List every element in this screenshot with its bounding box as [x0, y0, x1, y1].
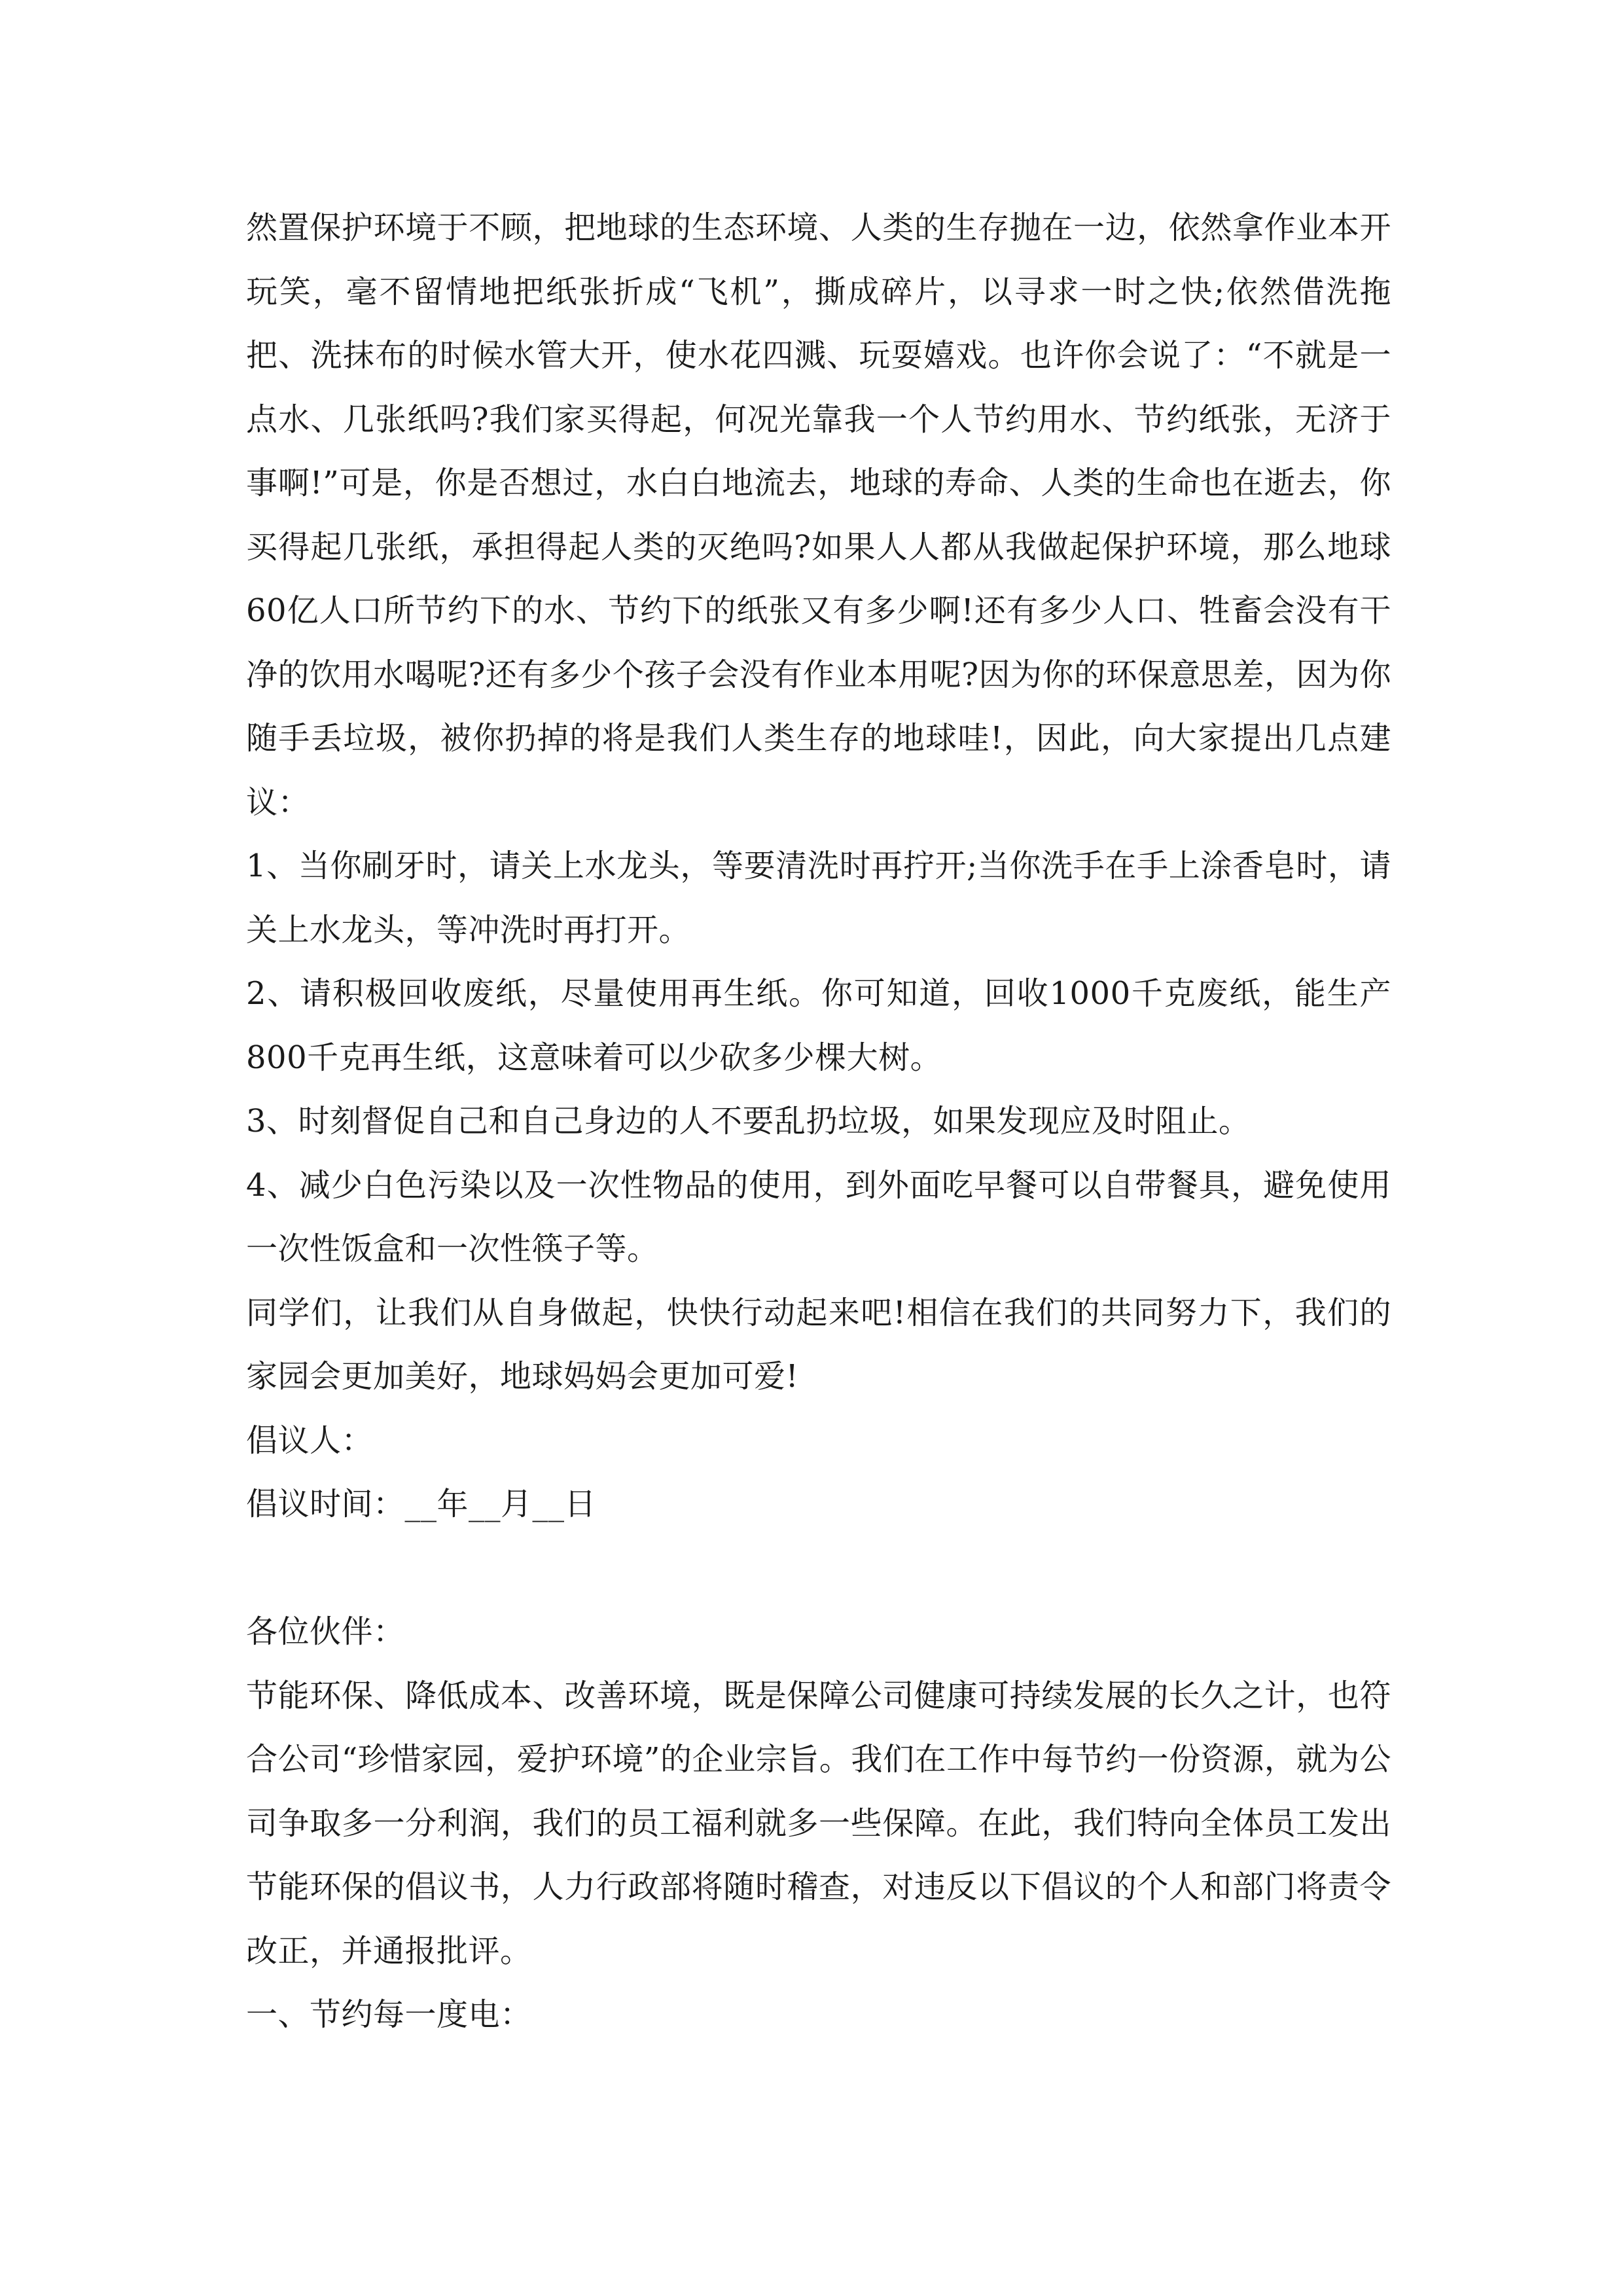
proposer-line: 倡议人： [246, 1422, 374, 1459]
section-spacer [246, 1537, 1391, 1601]
salutation: 各位伙伴： [246, 1613, 405, 1650]
company-paragraph: 节能环保、降低成本、改善环境，既是保障公司健康可持续发展的长久之计，也符合公司“珍惜家园，爱护环境”的企业宗旨。我们在工作中每节约一份资源，就为公司争取多一分利润，我们的员工福利就多一些保障。在此，我们特向全体员工发出节能环保的倡议书，人力行政部将随时稽查，对违反以下倡议的个人和部门将责令改正，并通报批评。 [246, 1677, 1391, 1969]
intro-paragraph: 然置保护环境于不顾，把地球的生态环境、人类的生存抛在一边，依然拿作业本开玩笑，毫不留情地把纸张折成“飞机”，撕成碎片，以寻求一时之快;依然借洗拖把、洗抹布的时候水管大开，使水花四溅、玩耍嬉戏。也许你会说了：“不就是一点水、几张纸吗?我们家买得起，何况光靠我一个人节约用水、节约纸张，无济于事啊!”可是，你是否想过，水白白地流去，地球的寿命、人类的生命也在逝去，你买得起几张纸，承担得起人类的灭绝吗?如果人人都从我做起保护环境，那么地球60亿人口所节约下的水、节约下的纸张又有多少啊!还有多少人口、牲畜会没有干净的饮用水喝呢?还有多少个孩子会没有作业本用呢?因为你的环保意思差，因为你随手丢垃圾，被你扔掉的将是我们人类生存的地球哇!，因此，向大家提出几点建议： [246, 209, 1391, 821]
suggestion-item-3: 3、时刻督促自己和自己身边的人不要乱扔垃圾，如果发现应及时阻止。 [246, 1103, 1251, 1139]
suggestion-item-2: 2、请积极回收废纸，尽量使用再生纸。你可知道，回收1000千克废纸，能生产800千克再生纸，这意味着可以少砍多少棵大树。 [246, 975, 1391, 1076]
suggestion-item-4: 4、减少白色污染以及一次性物品的使用，到外面吃早餐可以自带餐具，避免使用一次性饭盒和一次性筷子等。 [246, 1166, 1391, 1267]
section-heading: 一、节约每一度电： [246, 1996, 532, 2033]
suggestion-item-1: 1、当你刷牙时，请关上水龙头，等要清洗时再拧开;当你洗手在手上涂香皂时，请关上水龙头，等冲洗时再打开。 [246, 848, 1391, 948]
document-body [246, 196, 1391, 2047]
date-line: 倡议时间：__年__月__日 [246, 1486, 597, 1522]
closing-paragraph: 同学们，让我们从自身做起，快快行动起来吧!相信在我们的共同努力下，我们的家园会更加美好，地球妈妈会更加可爱! [246, 1294, 1391, 1395]
